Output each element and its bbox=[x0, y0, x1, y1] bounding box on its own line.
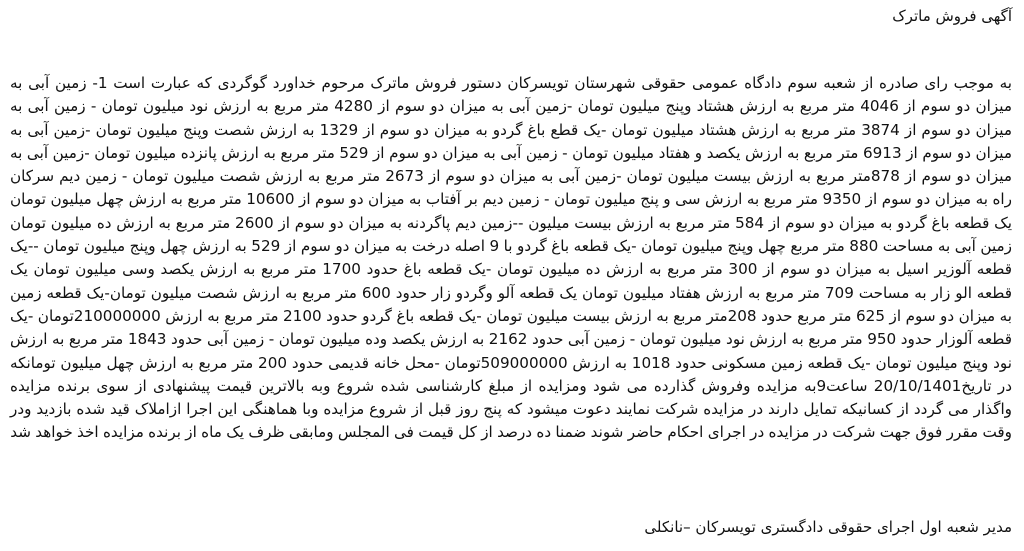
notice-title: آگهی فروش ماترک bbox=[892, 7, 1012, 25]
notice-signature: مدیر شعبه اول اجرای حقوقی دادگستری تویسرکان –نانکلی bbox=[644, 518, 1012, 536]
notice-body: به موجب رای صادره از شعبه سوم دادگاه عمومی حقوقی شهرستان تویسرکان دستور فروش ماترک مرحوم خداورد گوگردی که عبارت است 1- زمین آبی به میزان دو سوم از 4046 متر مربع به ارزش هشتاد وپنج میلیون تومان -زمین آبی به میزان دو سوم از 4280 متر مربع به ارزش نود میلیون تومان - زمین آبی به میزان دو سوم از 3874 متر مربع به ارزش هشتاد میلیون تومان -یک قطع باغ گردو به میزان دو سوم از 1329 به ارزش شصت وپنج میلیون تومان -زمین آبی به میزان دو سوم از 6913 متر مربع به ارزش یکصد و هفتاد میلیون تومان - زمین آبی به میزان دو سوم از 529 متر مربع به ارزش پانزده میلیون تومان -زمین آبی به میزان دو سوم از 878متر مربع به ارزش بیست میلیون تومان -زمین آبی به میزان دو سوم از 2673 متر مربع به ارزش شصت میلیون تومان - زمین دیم سرکان راه به میزان دو سوم از 9350 متر مربع به ارزش سی و پنج میلیون تومان - زمین دیم بر آفتاب به میزان دو سوم از 10600 متر مربع به ارزش چهل میلیون تومان یک قطعه باغ گردو به میزان دو سوم از 584 متر مربع به ارزش بیست میلیون --زمین دیم پاگردنه به میزان دو سوم از 2600 متر مربع به ارزش ده میلیون تومان زمین آبی به مساحت 880 متر مربع چهل وپنج میلیون تومان -یک قطعه باغ گردو با 9 اصله درخت به میزان دو سوم از 529 به ارزش چهل وپنج میلیون تومان --یک قطعه آلوزیر اسیل به میزان دو سوم از 300 متر مربع به ارزش ده میلیون تومان -یک قطعه باغ حدود 1700 متر مربع به ارزش یکصد وسی میلیون تومان یک قطعه الو زار به مساحت 709 متر مربع به ارزش هفتاد میلیون تومان یک قطعه آلو وگردو زار حدود 600 متر مربع به ارزش شصت میلیون تومان-یک قطعه زمین به میزان دو سوم از 625 متر مربع حدود 208متر مربع به ارزش بیست میلیون تومان -یک قطعه باغ گردو حدود 2100 متر مربع به ارزش 210000000تومان -یک قطعه آلوزار حدود 950 متر مربع به ارزش نود میلیون تومان - زمین آبی حدود 2162 به ارزش یکصد وده میلیون تومان - زمین آبی حدود 1843 متر مربع به ارزش نود وپنج میلیون تومان -یک قطعه زمین مسکونی حدود 1018 به ارزش 509000000تومان -محل خانه قدیمی حدود 200 متر مربع به ارزش چهل میلیون تومانکه در تاریخ20/10/1401 ساعت9به مزایده وفروش گذارده می شود ومزایده از مبلغ کارشناسی شده شروع وبه بالاترین قیمت پیشنهادی از سوی برنده مزایده واگذار می گردد از کسانیکه تمایل دارند در مزایده شرکت نمایند دعوت میشود که پنج روز قبل از شروع مزایده وبا هماهنگی این اجرا ازاملاک قید شده بازدید ودر وقت مقرر فوق جهت شرکت در مزایده در اجرای احکام حاضر شوند ضمنا ده درصد از کل قیمت فی المجلس ومابقی ظرف یک ماه از برنده مزایده اخذ خواهد شد bbox=[10, 74, 1013, 442]
